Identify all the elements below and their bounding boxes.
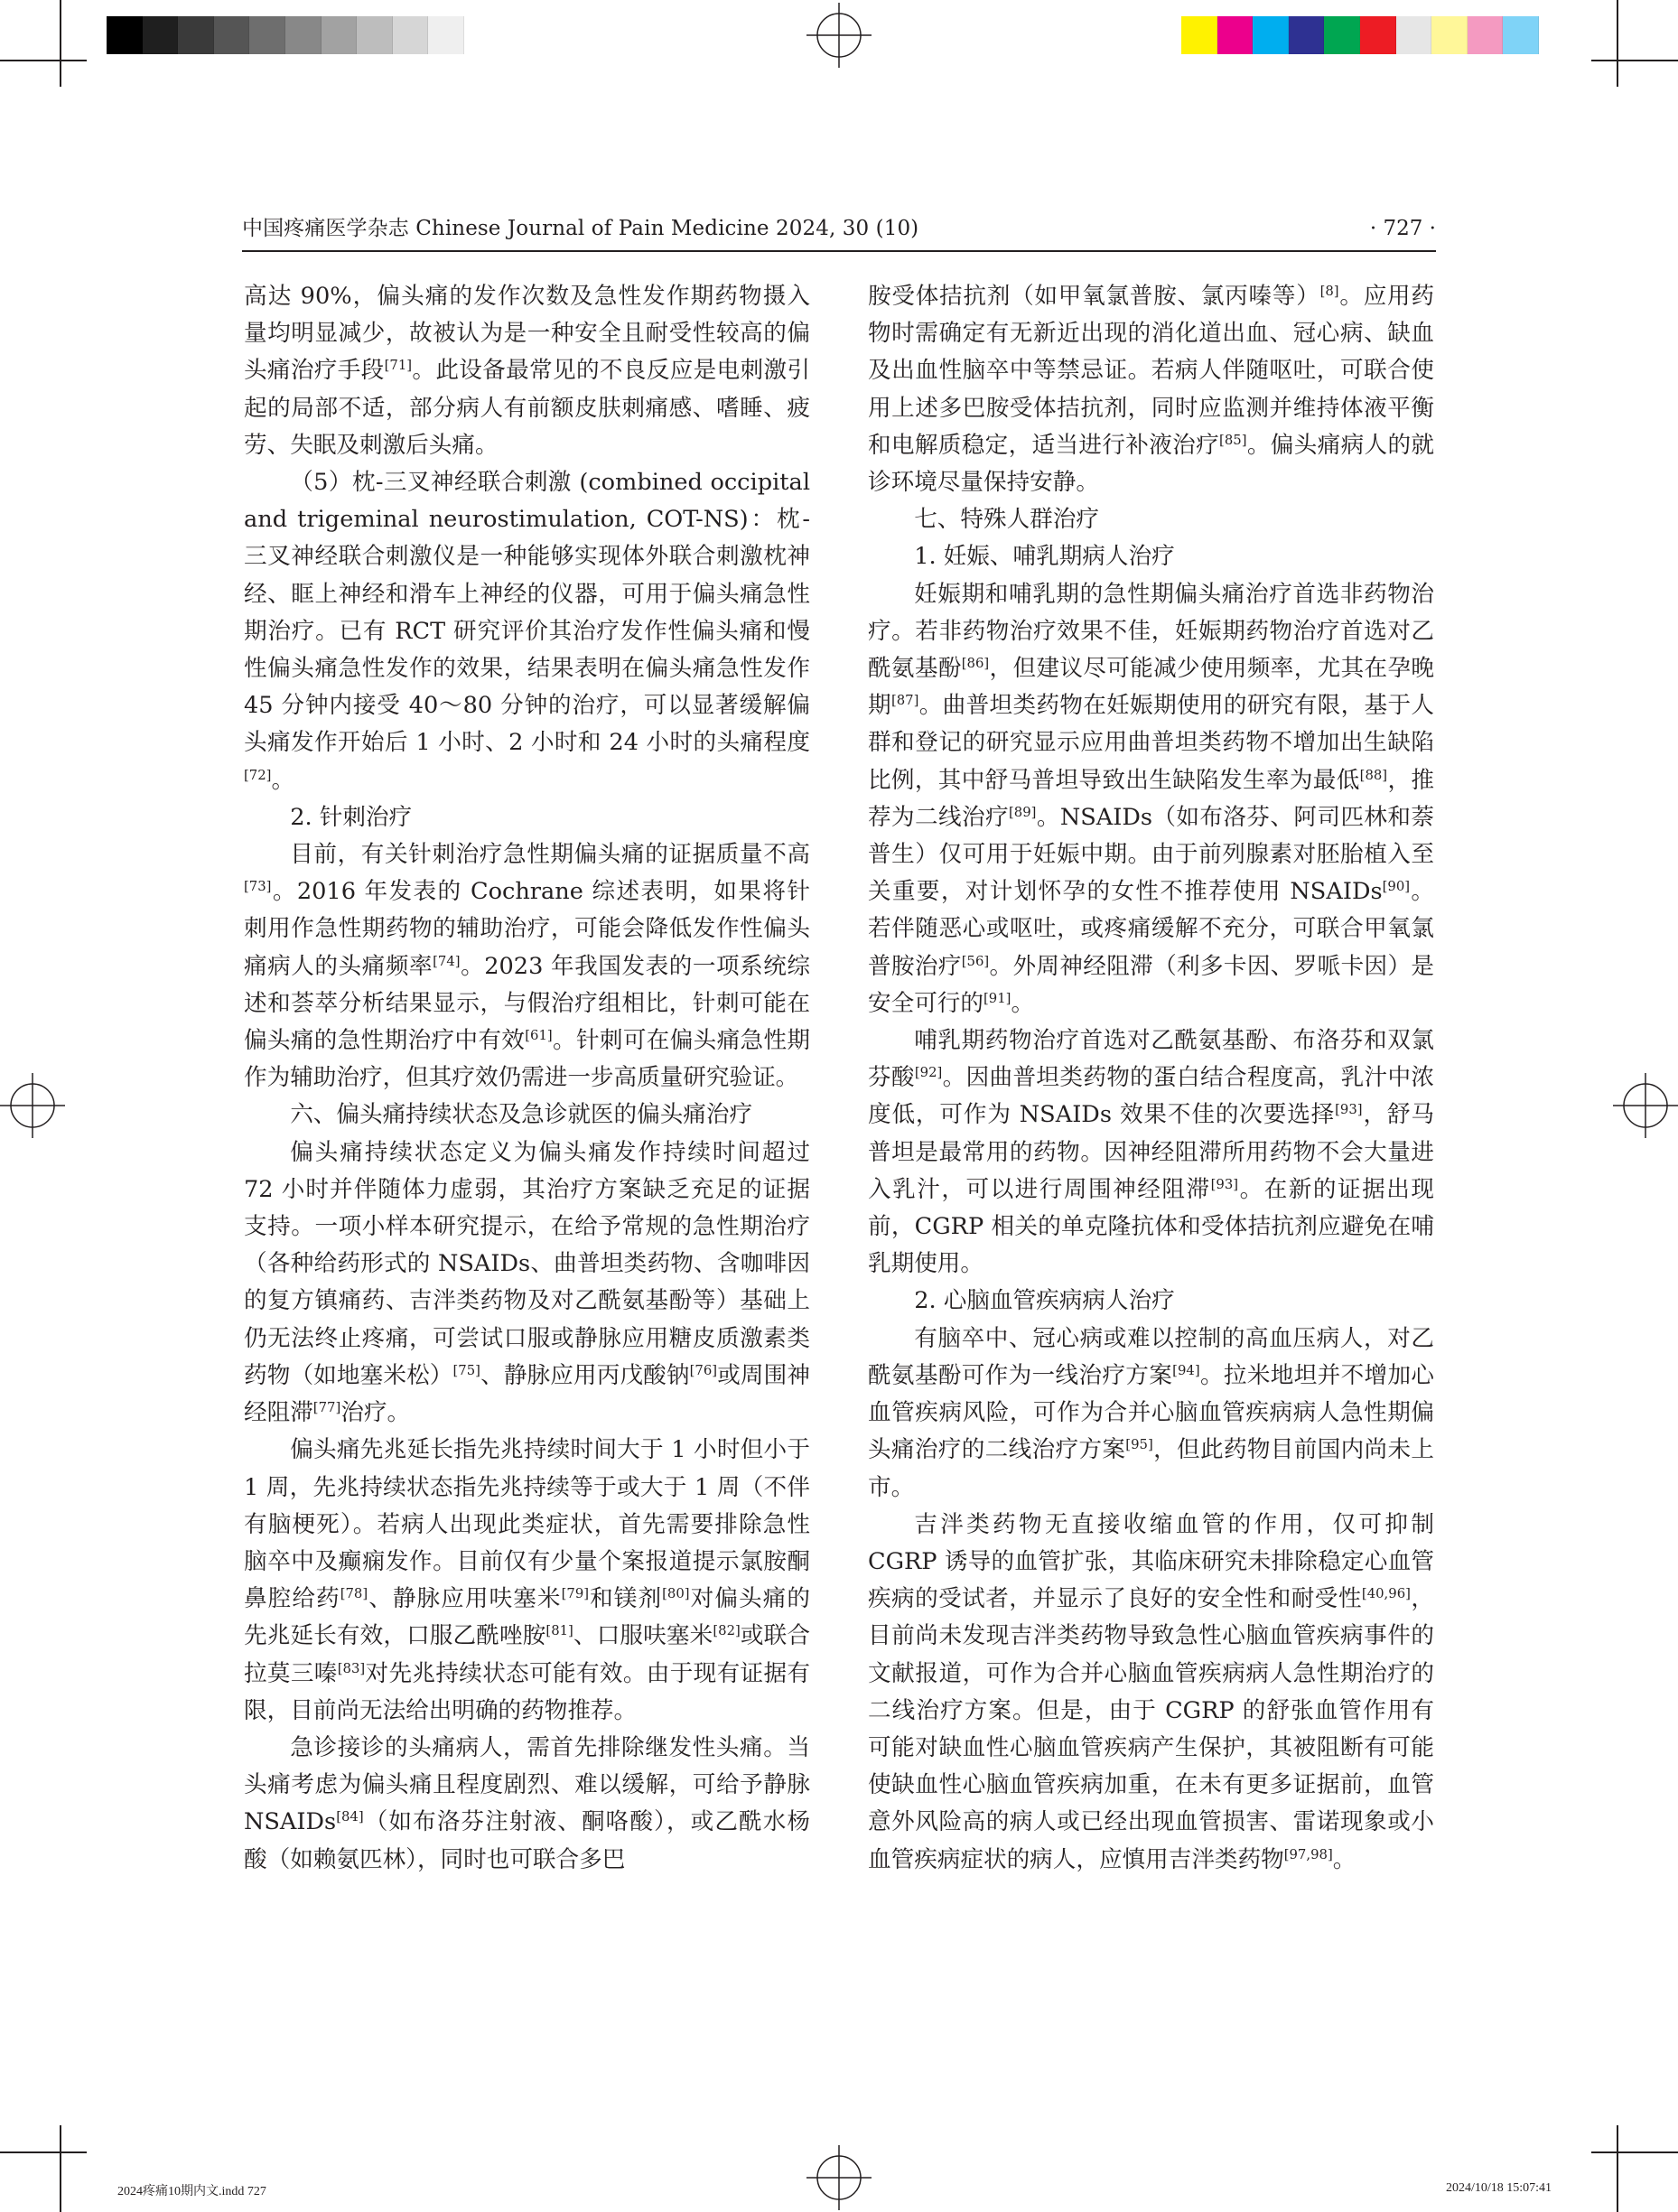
color-swatch bbox=[285, 16, 322, 54]
text-run: 。此设备最常见的不良反应是电刺激引起的局部不适，部分病人有前额皮肤刺痛感、嗜睡、疲劳、失眠及刺激后头痛。 bbox=[244, 357, 810, 459]
citation-ref[interactable]: [97,98] bbox=[1283, 1846, 1333, 1862]
paragraph bbox=[244, 1432, 810, 1730]
registration-mark-icon bbox=[1613, 1073, 1678, 1138]
text-run: 对先兆持续状态可能有效。由于现有证据有限，目前尚无法给出明确的药物推荐。 bbox=[244, 1659, 810, 1724]
color-swatch bbox=[1253, 16, 1289, 54]
text-run: 。在新的证据出现前，CGRP 相关的单克隆抗体和受体拮抗剂应避免在哺乳期使用。 bbox=[868, 1175, 1434, 1278]
text-run: 吉泮类药物无直接收缩血管的作用，仅可抑制 CGRP 诱导的血管扩张，其临床研究未排除稳定心血管疾病的受试者，并显示了良好的安全性和耐受性 bbox=[868, 1510, 1434, 1613]
text-run: 、静脉应用丙戊酸钠 bbox=[480, 1361, 690, 1389]
text-run: 和镁剂 bbox=[589, 1585, 663, 1613]
citation-ref[interactable]: [80] bbox=[662, 1585, 690, 1601]
text-run: 2. 心脑血管疾病病人治疗 bbox=[914, 1287, 1175, 1315]
citation-ref[interactable]: [90] bbox=[1382, 879, 1411, 895]
text-run: 高达 90%，偏头痛的发作次数及急性发作期药物摄入量均明显减少，故被认为是一种安全且耐受性较高的偏头痛治疗手段 bbox=[244, 283, 810, 385]
color-swatch bbox=[1468, 16, 1504, 54]
citation-ref[interactable]: [71] bbox=[384, 358, 413, 374]
color-swatch bbox=[357, 16, 393, 54]
color-swatch bbox=[1289, 16, 1325, 54]
text-run: 哺乳期药物治疗首选对乙酰氨基酚、布洛芬和双氯芬酸 bbox=[868, 1027, 1434, 1092]
crop-mark bbox=[60, 2125, 61, 2212]
text-run: 目前，有关针刺治疗急性期偏头痛的证据质量不高 bbox=[290, 841, 810, 869]
section-heading bbox=[868, 501, 1434, 538]
text-run: 。 bbox=[1332, 1845, 1356, 1873]
color-swatch bbox=[1503, 16, 1539, 54]
color-swatch bbox=[322, 16, 358, 54]
citation-ref[interactable]: [85] bbox=[1219, 432, 1247, 448]
crop-mark bbox=[0, 2151, 87, 2153]
citation-ref[interactable]: [79] bbox=[561, 1585, 590, 1601]
citation-ref[interactable]: [87] bbox=[890, 693, 919, 709]
paragraph bbox=[244, 1134, 810, 1433]
crop-mark bbox=[1591, 60, 1678, 61]
citation-ref[interactable]: [94] bbox=[1172, 1362, 1200, 1378]
section-heading bbox=[868, 538, 1434, 575]
citation-ref[interactable]: [93] bbox=[1210, 1176, 1239, 1192]
citation-ref[interactable]: [74] bbox=[433, 953, 461, 969]
page-number: · 727 · bbox=[1369, 217, 1436, 240]
section-heading bbox=[868, 1283, 1434, 1320]
citation-ref[interactable]: [92] bbox=[914, 1065, 943, 1081]
paragraph bbox=[244, 464, 810, 799]
color-swatch bbox=[178, 16, 214, 54]
citation-ref[interactable]: [95] bbox=[1125, 1437, 1153, 1453]
color-swatch bbox=[1324, 16, 1360, 54]
citation-ref[interactable]: [81] bbox=[545, 1623, 573, 1639]
color-swatch bbox=[393, 16, 429, 54]
text-run: 。 bbox=[271, 766, 295, 794]
text-run: 有脑卒中、冠心病或难以控制的高血压病人，对乙酰氨基酚可作为一线治疗方案 bbox=[868, 1324, 1434, 1389]
color-swatch bbox=[107, 16, 143, 54]
color-calibration-bar bbox=[1181, 16, 1539, 54]
text-run: 或联合拉莫三嗪 bbox=[244, 1622, 810, 1687]
header-divider bbox=[242, 250, 1436, 252]
right-text-column bbox=[868, 278, 1434, 1879]
citation-ref[interactable]: [8] bbox=[1319, 283, 1339, 299]
paragraph bbox=[244, 278, 810, 464]
crop-mark bbox=[60, 0, 61, 87]
color-swatch bbox=[249, 16, 285, 54]
citation-ref[interactable]: [86] bbox=[961, 655, 990, 671]
section-heading bbox=[244, 799, 810, 836]
text-run: 。拉米地坦并不增加心血管疾病风险，可作为合并心脑血管疾病病人急性期偏头痛治疗的二线治疗方案 bbox=[868, 1361, 1434, 1464]
text-run: 六、偏头痛持续状态及急诊就医的偏头痛治疗 bbox=[290, 1101, 753, 1129]
color-swatch bbox=[1396, 16, 1432, 54]
color-swatch bbox=[1360, 16, 1396, 54]
citation-ref[interactable]: [88] bbox=[1359, 767, 1388, 783]
text-run: 。曲普坦类药物在妊娠期使用的研究有限，基于人群和登记的研究显示应用曲普坦类药物不增加出生缺陷比例，其中舒马普坦导致出生缺陷发生率为最低 bbox=[868, 692, 1434, 794]
citation-ref[interactable]: [91] bbox=[983, 990, 1011, 1006]
crop-mark bbox=[1591, 2151, 1678, 2153]
left-text-column bbox=[244, 278, 810, 1879]
text-run: 偏头痛先兆延长指先兆持续时间大于 1 小时但小于 1 周，先兆持续状态指先兆持续等于或大于 1 周（不伴有脑梗死）。若病人出现此类症状，首先需要排除急性脑卒中及癫痫发作。目前仅有少量个案报道提示氯胺酮鼻腔给药 bbox=[244, 1436, 810, 1613]
text-run: 。若伴随恶心或呕吐，或疼痛缓解不充分，可联合甲氧氯普胺治疗 bbox=[868, 878, 1434, 980]
citation-ref[interactable]: [89] bbox=[1008, 804, 1037, 820]
text-run: ，推荐为二线治疗 bbox=[868, 766, 1434, 831]
text-run: 。应用药物时需确定有无新近出现的消化道出血、冠心病、缺血及出血性脑卒中等禁忌证。若病人伴随呕吐，可联合使用上述多巴胺受体拮抗剂，同时应监测并维持体液平衡和电解质稳定，适当进行补液治疗 bbox=[868, 283, 1434, 459]
text-run: ，但此药物目前国内尚未上市。 bbox=[868, 1436, 1434, 1501]
citation-ref[interactable]: [75] bbox=[452, 1362, 480, 1378]
citation-ref[interactable]: [73] bbox=[244, 879, 272, 895]
paragraph bbox=[868, 1022, 1434, 1283]
citation-ref[interactable]: [84] bbox=[336, 1809, 364, 1825]
crop-mark bbox=[1617, 2125, 1618, 2212]
paragraph bbox=[868, 1321, 1434, 1507]
section-heading bbox=[244, 1097, 810, 1134]
registration-mark-icon bbox=[806, 2145, 872, 2210]
citation-ref[interactable]: [83] bbox=[337, 1660, 366, 1676]
text-run: 。2023 年我国发表的一项系统综述和荟萃分析结果显示，与假治疗组相比，针刺可能在偏头痛的急性期治疗中有效 bbox=[244, 952, 810, 1055]
paragraph bbox=[868, 1507, 1434, 1879]
text-run: 1. 妊娠、哺乳期病人治疗 bbox=[914, 543, 1175, 571]
paragraph bbox=[868, 278, 1434, 501]
text-run: 。针刺可在偏头痛急性期作为辅助治疗，但其疗效仍需进一步高质量研究验证。 bbox=[244, 1027, 810, 1092]
color-swatch bbox=[214, 16, 250, 54]
text-run: 对偏头痛的先兆延长有效，口服乙酰唑胺 bbox=[244, 1585, 810, 1650]
text-run: 。外周神经阻滞（利多卡因、罗哌卡因）是安全可行的 bbox=[868, 952, 1434, 1017]
crop-mark bbox=[1617, 0, 1618, 87]
text-run: 。NSAIDs（如布洛芬、阿司匹林和萘普生）仅可用于妊娠中期。由于前列腺素对胚胎植入至关重要，对计划怀孕的女性不推荐使用 NSAIDs bbox=[868, 803, 1434, 906]
text-run: 治疗。 bbox=[340, 1399, 411, 1427]
text-run: ，但建议尽可能减少使用频率，尤其在孕晚期 bbox=[868, 655, 1434, 720]
citation-ref[interactable]: [78] bbox=[340, 1585, 368, 1601]
paragraph bbox=[244, 1730, 810, 1879]
text-run: 、口服呋塞米 bbox=[573, 1622, 713, 1650]
text-run: 。2016 年发表的 Cochrane 综述表明，如果将针刺用作急性期药物的辅助治疗，可能会降低发作性偏头痛病人的头痛频率 bbox=[244, 878, 810, 980]
color-swatch bbox=[1431, 16, 1468, 54]
citation-ref[interactable]: [40,96] bbox=[1361, 1585, 1411, 1601]
citation-ref[interactable]: [72] bbox=[244, 767, 272, 783]
file-slug: 2024疼痛10期内文.indd 727 bbox=[117, 2185, 266, 2198]
text-run: （5）枕-三叉神经联合刺激 (combined occipital and trigeminal neurostimulation, COT-NS)：枕-三叉神经联合刺激仪是一种能够实现体外联合刺激枕神经、眶上神经和滑车上神经的仪器，可用于偏头痛急性期治疗。已有 RCT 研究评价其治疗发作性偏头痛和慢性偏头痛急性发作的效果，结果表明在偏头痛急性发作 45 分钟内接受 40～80 分钟的治疗，可以显著缓解偏头痛发作开始后 1 小时、2 小时和 24 小时的头痛程度 bbox=[244, 469, 810, 757]
journal-title: 中国疼痛医学杂志 Chinese Journal of Pain Medicine 2024, 30 (10) bbox=[242, 217, 919, 240]
color-swatch bbox=[143, 16, 179, 54]
color-swatch bbox=[1217, 16, 1254, 54]
color-swatch bbox=[428, 16, 464, 54]
text-run: 。偏头痛病人的就诊环境尽量保持安静。 bbox=[868, 431, 1434, 497]
text-run: 2. 针刺治疗 bbox=[290, 803, 413, 831]
running-header bbox=[242, 213, 1436, 244]
grayscale-calibration-bar bbox=[107, 16, 464, 54]
citation-ref[interactable]: [77] bbox=[312, 1399, 341, 1415]
crop-mark bbox=[0, 60, 87, 61]
citation-ref[interactable]: [82] bbox=[713, 1623, 741, 1639]
text-run: 妊娠期和哺乳期的急性期偏头痛治疗首选非药物治疗。若非药物治疗效果不佳，妊娠期药物治疗首选对乙酰氨基酚 bbox=[868, 580, 1434, 683]
text-run: 、静脉应用呋塞米 bbox=[368, 1585, 562, 1613]
paragraph bbox=[868, 576, 1434, 1022]
citation-ref[interactable]: [56] bbox=[961, 953, 990, 969]
print-timestamp: 2024/10/18 15:07:41 bbox=[1445, 2181, 1552, 2195]
text-run: 胺受体拮抗剂（如甲氧氯普胺、氯丙嗪等） bbox=[868, 283, 1320, 310]
text-run: 或周围神经阻滞 bbox=[244, 1361, 810, 1427]
text-run: 七、特殊人群治疗 bbox=[914, 506, 1099, 534]
text-run: （如布洛芬注射液、酮咯酸），或乙酰水杨酸（如赖氨匹林），同时也可联合多巴 bbox=[244, 1808, 810, 1873]
color-swatch bbox=[1181, 16, 1217, 54]
citation-ref[interactable]: [76] bbox=[689, 1362, 718, 1378]
text-run: 偏头痛持续状态定义为偏头痛发作持续时间超过 72 小时并伴随体力虚弱，其治疗方案缺乏充足的证据支持。一项小样本研究提示，在给予常规的急性期治疗（各种给药形式的 NSAIDs、曲普坦类药物、含咖啡因的复方镇痛药、吉泮类药物及对乙酰氨基酚等）基础上仍无法终止疼痛，可尝试口服或静脉应用糖皮质激素类药物（如地塞米松） bbox=[244, 1138, 810, 1389]
text-run: 。因曲普坦类药物的蛋白结合程度高，乳汁中浓度低，可作为 NSAIDs 效果不佳的次要选择 bbox=[868, 1064, 1434, 1129]
text-run: ，舒马普坦是最常用的药物。因神经阻滞所用药物不会大量进入乳汁，可以进行周围神经阻滞 bbox=[868, 1101, 1434, 1203]
text-run: 急诊接诊的头痛病人，需首先排除继发性头痛。当头痛考虑为偏头痛且程度剧烈、难以缓解，可给予静脉 NSAIDs bbox=[244, 1733, 810, 1836]
text-run: ，目前尚未发现吉泮类药物导致急性心脑血管疾病事件的文献报道，可作为合并心脑血管疾病病人急性期治疗的二线治疗方案。但是，由于 CGRP 的舒张血管作用有可能对缺血性心脑血管疾病产生保护，其被阻断有可能使缺血性心脑血管疾病加重，在未有更多证据前，血管意外风险高的病人或已经出现血管损害、雷诺现象或小血管疾病症状的病人，应慎用吉泮类药物 bbox=[868, 1585, 1434, 1873]
citation-ref[interactable]: [93] bbox=[1335, 1102, 1363, 1118]
registration-mark-icon bbox=[806, 3, 872, 68]
registration-mark-icon bbox=[0, 1073, 65, 1138]
paragraph bbox=[244, 836, 810, 1097]
text-run: 。 bbox=[1011, 989, 1035, 1017]
citation-ref[interactable]: [61] bbox=[525, 1027, 553, 1043]
